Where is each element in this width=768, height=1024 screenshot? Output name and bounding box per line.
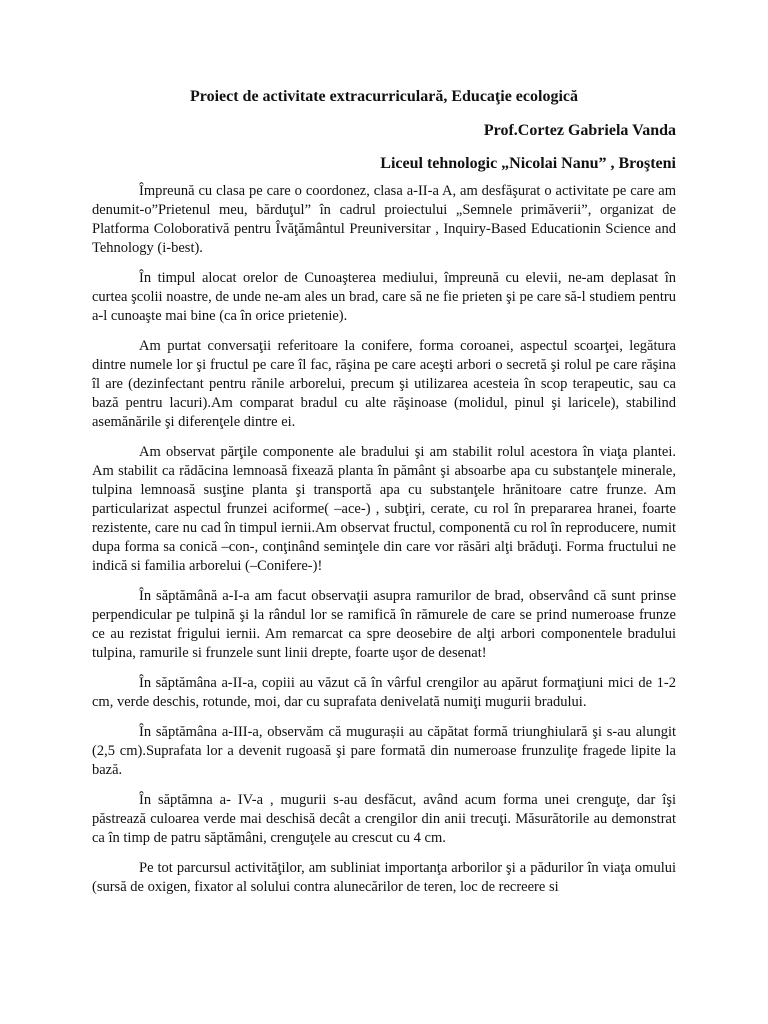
paragraph: În săptămna a- IV-a , mugurii s-au desfăcut, având acum forma unei crenguţe, dar îşi păstrează culoarea verde mai deschisă decât a crengilor din anii trecuţi. Măsurătorile au demonstrat ca în timp de patru săptămâni, crenguţele au crescut cu 4 cm. [92, 792, 676, 846]
paragraph: Împreună cu clasa pe care o coordonez, clasa a-II-a A, am desfăşurat o activitate pe care am denumit-o”Prietenul meu, bărduţul” în cadrul proiectului „Semnele primăverii”, organizat de Platforma Coloborativă pentru Îvăţământul Preuniversitar , Inquiry-Based Educationin Science and Tehnology (i-best). [92, 183, 676, 256]
paragraph: În timpul alocat orelor de Cunoaşterea mediului, împreună cu elevii, ne-am deplasat în curtea şcolii noastre, de unde ne-am ales un brad, care să ne fie prieten şi pe care să-l studiem pentru a-l cunoaşte mai bine (ca în orice prietenie). [92, 270, 676, 324]
paragraph: Pe tot parcursul activităţilor, am subliniat importanţa arborilor şi a pădurilor în viaţa omului (sursă de oxigen, fixator al solului contra alunecărilor de teren, loc de recreere si [92, 860, 676, 895]
document-body [92, 182, 676, 908]
paragraph: Am observat părţile componente ale bradului şi am stabilit rolul acestora în viaţa plantei. Am stabilit ca rădăcina lemnoasă fixează planta în pământ şi absoarbe apa cu substanţele minerale, tulpina lemnoasă susţine planta şi transportă apa cu substanţele hrănitoare catre frunze. Am particularizat aspectul frunzei aciforme( –ace-) , subţiri, cerate, cu rol în prepararea hranei, foarte rezistente, care nu cad în timpul iernii.Am observat fructul, componentă cu rol în reproducere, numit dupa forma sa conică –con-, conţinând seminţele din care vor răsări alţi brăduţi. Forma fructului ne indică si familia arborelui (–Conifere-)! [92, 444, 676, 574]
paragraph: Am purtat conversaţii referitoare la conifere, forma coroanei, aspectul scoarţei, legătura dintre numele lor şi fructul pe care îl fac, răşina pe care aceşti arbori o secretă şi rolul pe care răşina îl are (dezinfectant pentru rănile arborelui, precum şi utilizarea acesteia în scop terapeutic, sau ca bază pentru lacuri).Am comparat bradul cu alte răşinoase (molidul, pinul şi laricele), stabilind asemănările şi diferenţele dintre ei. [92, 338, 676, 430]
paragraph: În săptămâna a-II-a, copiii au văzut că în vârful crengilor au apărut formaţiuni mici de 1-2 cm, verde deschis, rotunde, moi, dar cu suprafata denivelată numiţi mugurii bradului. [92, 675, 676, 710]
school-name: Liceul tehnologic „Nicolai Nanu” , Broşteni [380, 155, 676, 172]
paragraph: În săptămâna a-III-a, observăm că mugurașii au căpătat formă triunghiulară şi s-au alungit (2,5 cm).Suprafata lor a devenit rugoasă şi pare formată din numeroase frunzuliţe fragede lipite la bază. [92, 724, 676, 778]
author-name: Prof.Cortez Gabriela Vanda [483, 122, 676, 139]
document-title: Proiect de activitate extracurriculară, Educaţie ecologică [189, 88, 578, 105]
paragraph: În săptămână a-I-a am facut observaţii asupra ramurilor de brad, observând că sunt prinse perpendicular pe tulpină şi la rândul lor se ramifică în rămurele de care se prind numeroase frunze ce au rezistat frigului iernii. Am remarcat ca spre deosebire de alţi arbori componentele bradului tulpina, ramurile si frunzele sunt linii drepte, foarte uşor de desenat! [92, 588, 676, 661]
